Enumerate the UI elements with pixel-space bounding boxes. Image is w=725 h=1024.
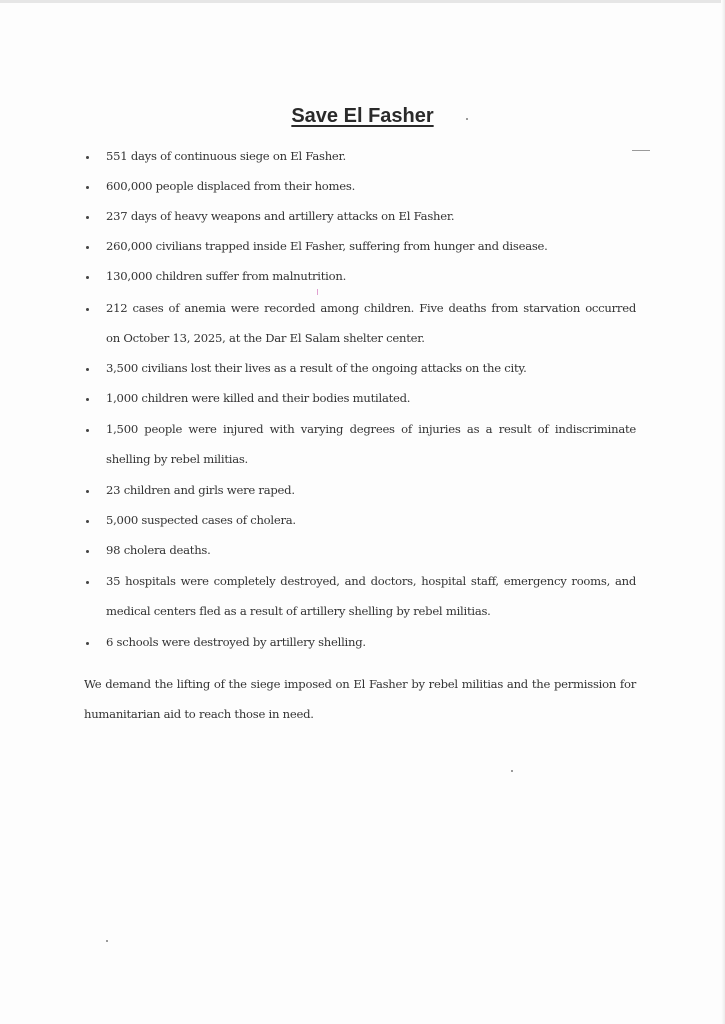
bullet-item: 212 cases of anemia were recorded among children. Five deaths from starvation occurred — [106, 301, 636, 315]
bullet-item: 35 hospitals were completely destroyed, and doctors, hospital staff, emergency rooms, and — [106, 574, 636, 588]
bullet-item-continuation: medical centers fled as a result of artillery shelling by rebel militias. — [106, 604, 491, 618]
bullet-item: 551 days of continuous siege on El Fasher. — [106, 149, 346, 163]
scan-artifact — [511, 770, 513, 772]
bullet-item: 98 cholera deaths. — [106, 543, 211, 557]
bullet-item: 6 schools were destroyed by artillery shelling. — [106, 635, 366, 649]
bullet-marker — [86, 550, 92, 556]
scan-edge-right — [721, 0, 725, 1024]
bullet-item: 237 days of heavy weapons and artillery attacks on El Fasher. — [106, 209, 455, 223]
scan-artifact — [632, 150, 650, 151]
bullet-marker — [86, 581, 92, 587]
scan-artifact — [466, 118, 468, 120]
bullet-item: 1,000 children were killed and their bodies mutilated. — [106, 391, 411, 405]
bullet-marker — [86, 642, 92, 648]
scan-artifact — [317, 289, 318, 295]
bullet-item: 260,000 civilians trapped inside El Fasher, suffering from hunger and disease. — [106, 239, 548, 253]
bullet-marker — [86, 490, 92, 496]
bullet-item: 5,000 suspected cases of cholera. — [106, 513, 296, 527]
document-title: Save El Fasher — [291, 105, 434, 127]
bullet-item: 23 children and girls were raped. — [106, 483, 295, 497]
bullet-marker — [86, 520, 92, 526]
bullet-marker — [86, 246, 92, 252]
closing-paragraph-line: humanitarian aid to reach those in need. — [84, 707, 314, 721]
scan-edge-top — [0, 0, 725, 3]
bullet-marker — [86, 276, 92, 282]
bullet-marker — [86, 156, 92, 162]
bullet-marker — [86, 398, 92, 404]
bullet-item: 3,500 civilians lost their lives as a result of the ongoing attacks on the city. — [106, 361, 527, 375]
bullet-item-continuation: on October 13, 2025, at the Dar El Salam shelter center. — [106, 331, 425, 345]
bullet-marker — [86, 429, 92, 435]
bullet-marker — [86, 216, 92, 222]
bullet-item-continuation: shelling by rebel militias. — [106, 452, 248, 466]
bullet-item: 130,000 children suffer from malnutrition. — [106, 269, 347, 283]
closing-paragraph-line: We demand the lifting of the siege imposed on El Fasher by rebel militias and the permission for — [84, 677, 636, 691]
scan-artifact — [106, 940, 108, 942]
bullet-marker — [86, 368, 92, 374]
bullet-item: 600,000 people displaced from their homes. — [106, 179, 356, 193]
bullet-marker — [86, 186, 92, 192]
bullet-marker — [86, 308, 92, 314]
bullet-item: 1,500 people were injured with varying degrees of injuries as a result of indiscriminate — [106, 422, 636, 436]
